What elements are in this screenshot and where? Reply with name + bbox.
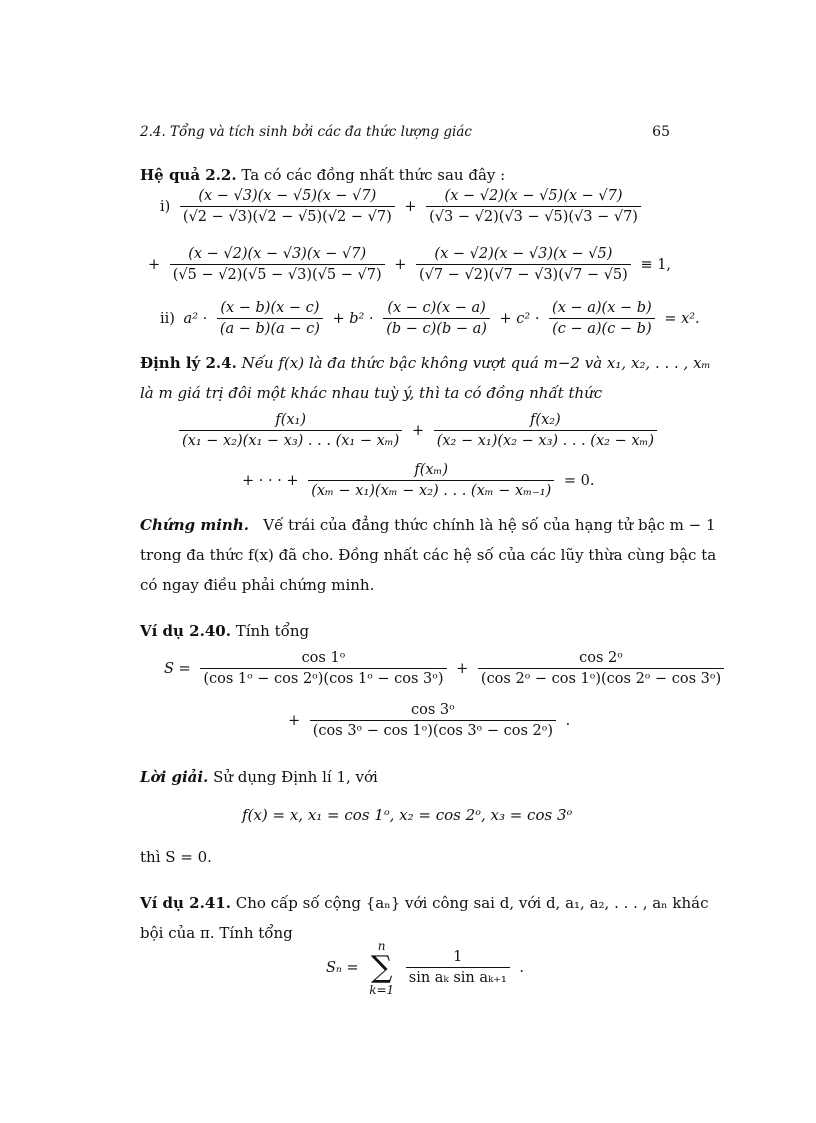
identity-end: = 0. — [563, 472, 595, 489]
plus-sign: + — [288, 712, 301, 729]
denominator: (b − c)(b − a) — [383, 318, 490, 337]
numerator: f(xₘ) — [414, 462, 449, 478]
proof-line1 — [140, 516, 716, 534]
theorem-line2: là m giá trị đôi một khác nhau tuỳ ý, thì ta có đồng nhất thức — [140, 384, 603, 402]
numerator: (x − √2)(x − √5)(x − √7) — [444, 188, 623, 204]
proof-line2: trong đa thức f(x) đã cho. Đồng nhất các hệ số của các lũy thừa cùng bậc ta — [140, 546, 717, 564]
fraction — [434, 412, 657, 449]
proof-line3: có ngay điều phải chứng minh. — [140, 576, 375, 594]
example-241-line1 — [140, 894, 709, 912]
page-number: 65 — [652, 124, 670, 140]
coefficient: a² · — [183, 310, 208, 327]
denominator: (√7 − √2)(√7 − √3)(√7 − √5) — [416, 264, 631, 283]
fraction — [310, 702, 556, 739]
numerator: 1 — [453, 949, 463, 966]
running-header — [140, 124, 672, 144]
denominator: (x₁ − x₂)(x₁ − x₃) . . . (x₁ − xₘ) — [179, 430, 402, 449]
denominator: (a − b)(a − c) — [217, 318, 323, 337]
plus-sign: + — [456, 660, 469, 677]
denominator: (√3 − √2)(√3 − √5)(√3 − √7) — [426, 206, 641, 225]
denominator: (c − a)(c − b) — [549, 318, 655, 337]
denominator: (cos 1ᵒ − cos 2ᵒ)(cos 1ᵒ − cos 3ᵒ) — [200, 668, 446, 687]
fraction — [217, 300, 323, 337]
example-240-label: Ví dụ 2.40. — [140, 622, 231, 640]
theorem-text: Nếu f(x) là đa thức bậc không vượt quá m−2 và x₁, x₂, . . . , xₘ — [241, 354, 711, 372]
example-241-text: Cho cấp số cộng {aₙ} với công sai d, với d, a₁, a₂, . . . , aₙ khác — [235, 894, 709, 912]
summation — [369, 940, 394, 996]
sentence-end: . — [519, 959, 524, 976]
theorem-line1 — [140, 354, 711, 372]
numerator: cos 1ᵒ — [301, 650, 346, 666]
example-240-sum-line2 — [286, 702, 572, 739]
example-241-label: Ví dụ 2.41. — [140, 894, 231, 912]
fraction — [549, 300, 655, 337]
plus-sign: + — [394, 256, 407, 273]
numerator: (x − √2)(x − √3)(x − √7) — [188, 246, 367, 262]
plus-sign: + — [148, 256, 161, 273]
denominator: (√5 − √2)(√5 − √3)(√5 − √7) — [170, 264, 385, 283]
proof-label: Chứng minh. — [140, 516, 249, 534]
fraction — [179, 412, 402, 449]
plus-sign: + — [411, 422, 425, 439]
sum-upper-limit: n — [377, 939, 386, 953]
item-i-label: i) — [160, 198, 171, 215]
plus-sign: + — [404, 198, 417, 215]
numerator: (x − a)(x − b) — [552, 300, 652, 316]
denominator: (√2 − √3)(√2 − √5)(√2 − √7) — [180, 206, 395, 225]
fraction — [308, 462, 554, 499]
example-240-heading — [140, 622, 680, 640]
lhs: Sₙ = — [326, 959, 359, 976]
example-241-line2: bội của π. Tính tổng — [140, 924, 293, 942]
fraction — [426, 188, 641, 225]
identity-i-line2 — [146, 246, 673, 283]
coefficient: + c² · — [499, 310, 540, 327]
theorem-identity-line1 — [176, 412, 660, 449]
numerator: (x − b)(x − c) — [220, 300, 320, 316]
sentence-end: . — [565, 712, 571, 729]
solution-heading — [140, 768, 680, 786]
sum-lower-limit: k=1 — [369, 982, 395, 997]
theorem-label: Định lý 2.4. — [140, 354, 237, 372]
fraction — [406, 949, 510, 986]
fraction — [478, 650, 724, 687]
example-241-sum — [324, 940, 526, 996]
identity-end: = x². — [664, 310, 700, 327]
denominator: (xₘ − x₁)(xₘ − x₂) . . . (xₘ − xₘ₋₁) — [308, 480, 554, 499]
corollary-intro: Ta có các đồng nhất thức sau đây : — [241, 166, 506, 184]
fraction — [416, 246, 631, 283]
continuation: + · · · + — [242, 472, 299, 489]
numerator: cos 2ᵒ — [579, 650, 623, 666]
denominator: (cos 2ᵒ − cos 1ᵒ)(cos 2ᵒ − cos 3ᵒ) — [478, 668, 724, 687]
numerator: (x − √3)(x − √5)(x − √7) — [198, 188, 377, 204]
numerator: cos 3ᵒ — [411, 702, 455, 718]
coefficient: + b² · — [332, 310, 374, 327]
fraction — [200, 650, 446, 687]
numerator: (x − √2)(x − √3)(x − √5) — [434, 246, 613, 262]
item-ii-label: ii) — [160, 310, 175, 327]
numerator: f(x₂) — [530, 412, 561, 428]
fraction — [383, 300, 490, 337]
fraction — [170, 246, 385, 283]
corollary-heading — [140, 166, 680, 184]
denominator: sin aₖ sin aₖ₊₁ — [406, 967, 510, 986]
solution-formula: f(x) = x, x₁ = cos 1ᵒ, x₂ = cos 2ᵒ, x₃ = cos 3ᵒ — [242, 806, 573, 824]
solution-text: Sử dụng Định lí 1, với — [213, 768, 378, 786]
numerator: (x − c)(x − a) — [387, 300, 486, 316]
identity-ii — [158, 300, 702, 337]
denominator: (cos 3ᵒ − cos 1ᵒ)(cos 3ᵒ − cos 2ᵒ) — [310, 720, 556, 739]
corollary-label: Hệ quả 2.2. — [140, 166, 237, 184]
identity-end: ≡ 1, — [640, 256, 672, 273]
fraction — [180, 188, 395, 225]
solution-label: Lời giải. — [140, 768, 209, 786]
identity-i-line1 — [158, 188, 644, 225]
running-title: 2.4. Tổng và tích sinh bởi các đa thức lượng giác — [140, 124, 472, 140]
sigma-symbol: ∑ — [370, 950, 393, 985]
proof-text: Vế trái của đẳng thức chính là hệ số của hạng tử bậc m − 1 — [263, 516, 716, 534]
solution-conclusion: thì S = 0. — [140, 848, 212, 866]
lhs: S = — [164, 660, 191, 677]
denominator: (x₂ − x₁)(x₂ − x₃) . . . (x₂ − xₘ) — [434, 430, 657, 449]
example-240-text: Tính tổng — [235, 622, 310, 640]
theorem-identity-line2 — [240, 462, 596, 499]
example-240-sum-line1 — [162, 650, 727, 687]
numerator: f(x₁) — [275, 412, 306, 428]
